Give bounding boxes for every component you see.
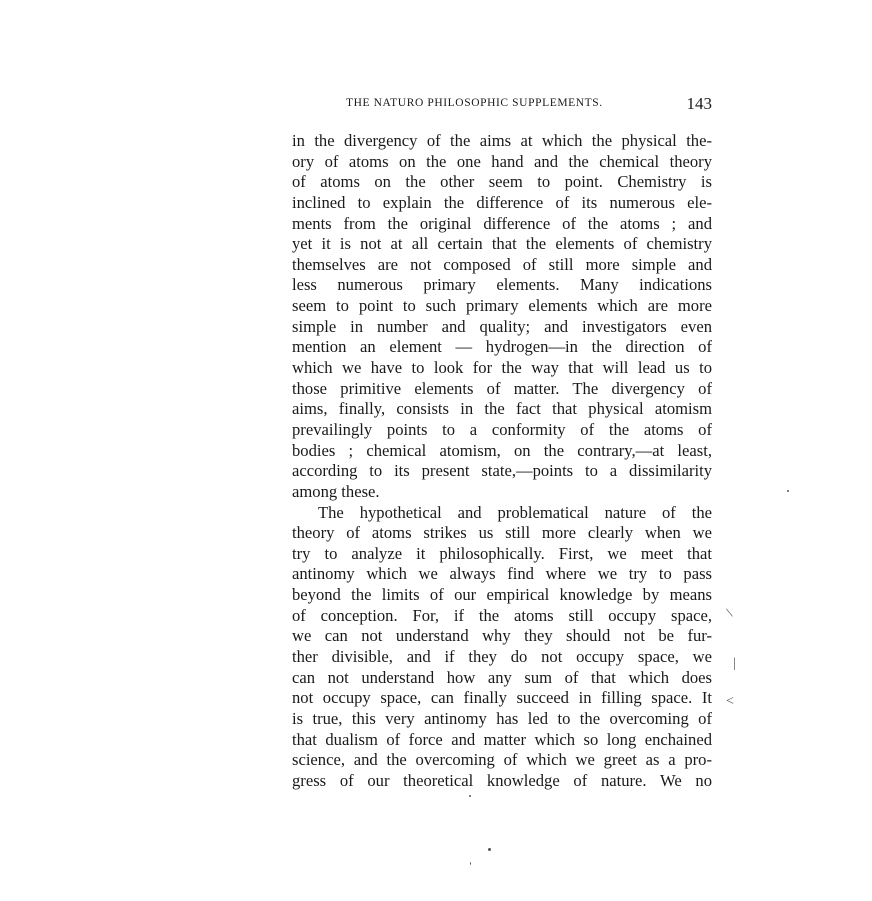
- text-line: science, and the overcoming of which we greet as a pro-: [292, 750, 712, 770]
- text-line: is true, this very antinomy has led to the overcoming of: [292, 708, 712, 728]
- scan-mark: |: [733, 656, 736, 671]
- text-line: can not understand how any sum of that which does: [292, 667, 712, 687]
- scan-mark: \: [725, 605, 735, 622]
- scan-speck: [787, 490, 789, 492]
- text-line: we can not understand why they should not be fur-: [292, 626, 712, 646]
- scan-mark: <: [726, 694, 734, 709]
- text-line: beyond the limits of our empirical knowledge by means: [292, 585, 712, 605]
- running-title: THE NATURO PHILOSOPHIC SUPPLEMENTS.: [346, 97, 603, 109]
- text-line: that dualism of force and matter which so long enchained: [292, 729, 712, 749]
- text-line: prevailingly points to a conformity of the atoms of: [292, 419, 712, 439]
- text-line: less numerous primary elements. Many indications: [292, 275, 712, 295]
- page-number: 143: [686, 94, 712, 113]
- scan-speck: [488, 848, 491, 851]
- text-line: not occupy space, can finally succeed in filling space. It: [292, 688, 712, 708]
- text-line: of atoms on the other seem to point. Chemistry is: [292, 172, 712, 192]
- paragraph-end-line: among these.: [292, 481, 380, 501]
- text-line: according to its present state,—points to a dissimilarity: [292, 461, 712, 481]
- text-line: inclined to explain the difference of its numerous ele-: [292, 192, 712, 212]
- text-line: ory of atoms on the one hand and the chemical theory: [292, 151, 712, 171]
- text-line: bodies ; chemical atomism, on the contrary,—at least,: [292, 440, 712, 460]
- text-line: yet it is not at all certain that the elements of chemistry: [292, 234, 712, 254]
- scan-speck: [470, 862, 471, 865]
- scan-speck: [469, 795, 471, 797]
- text-line: in the divergency of the aims at which the physical the-: [292, 131, 712, 150]
- text-line: of conception. For, if the atoms still occupy space,: [292, 605, 712, 625]
- text-line: those primitive elements of matter. The divergency of: [292, 378, 712, 398]
- paragraph-start-line: The hypothetical and problematical nature of the: [318, 502, 712, 522]
- text-line: simple in number and quality; and investigators even: [292, 316, 712, 336]
- text-line: theory of atoms strikes us still more clearly when we: [292, 523, 712, 543]
- text-line: gress of our theoretical knowledge of nature. We no: [292, 770, 712, 790]
- text-line: try to analyze it philosophically. First, we meet that: [292, 543, 712, 563]
- text-line: mention an element — hydrogen—in the direction of: [292, 337, 712, 357]
- body-text: [292, 131, 712, 792]
- text-line: seem to point to such primary elements which are more: [292, 296, 712, 316]
- text-line: antinomy which we always find where we try to pass: [292, 564, 712, 584]
- text-line: ments from the original difference of the atoms ; and: [292, 213, 712, 233]
- text-line: ther divisible, and if they do not occupy space, we: [292, 647, 712, 667]
- running-head: [292, 95, 712, 115]
- text-line: themselves are not composed of still more simple and: [292, 254, 712, 274]
- text-line: which we have to look for the way that will lead us to: [292, 358, 712, 378]
- text-line: aims, finally, consists in the fact that physical atomism: [292, 399, 712, 419]
